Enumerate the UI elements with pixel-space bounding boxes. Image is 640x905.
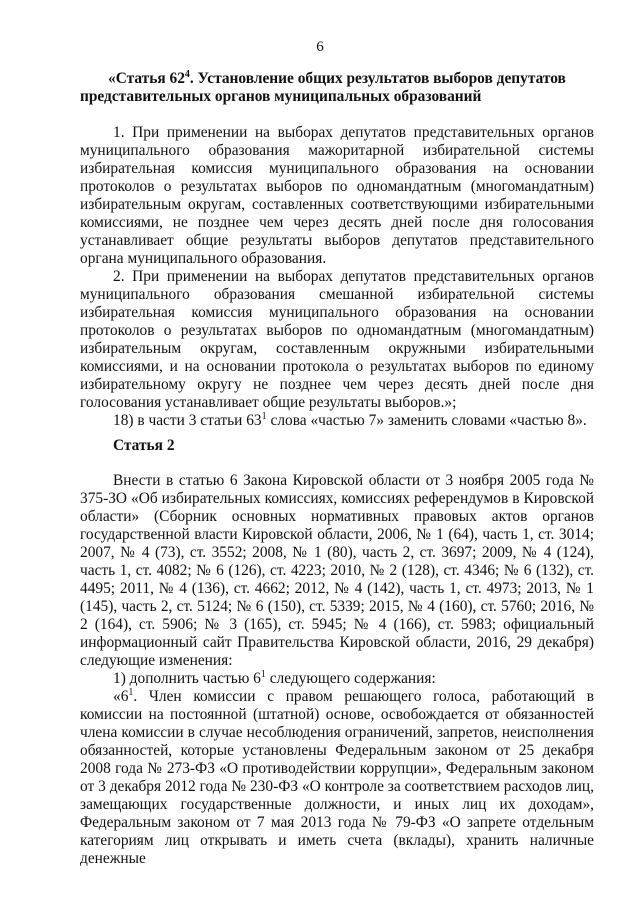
article-2-intro: Внести в статью 6 Закона Кировской области от 3 ноября 2005 года № 375-ЗО «Об избирательных комиссиях, комиссиях референдумов в Кировской области» (Сборник основных нормативных правовых актов органов государственной власти Кировской области, 2006, № 1 (64), часть 1, ст. 3014; 2007, № 4 (73), ст. 3552; 2008, № 1 (80), часть 2, ст. 3697; 2009, № 4 (124), часть 1, ст. 4082; № 6 (126), ст. 4223; 2010, № 2 (128), ст. 4346; № 6 (132), ст. 4495; 2011, № 4 (136), ст. 4662; 2012, № 4 (142), часть 1, ст. 4973; 2013, № 1 (145), часть 2, ст. 5124; № 6 (150), ст. 5339; 2015, № 4 (160), ст. 5760; 2016, № 2 (164), ст. 5906; № 3 (165), ст. 5945; № 4 (166), ст. 5983; официальный информационный сайт Правительства Кировской области, 2016, 29 декабря) следующие изменения: <box>80 472 594 669</box>
article-2-item-1 <box>80 670 594 688</box>
item-18-prefix: 18) в части 3 статьи 63 <box>113 412 262 429</box>
heading-superscript: 4 <box>184 68 190 80</box>
quote-prefix: «6 <box>113 688 129 705</box>
page-number: 6 <box>316 39 324 55</box>
item-1-prefix: 1) дополнить частью 6 <box>113 670 261 687</box>
item-18-superscript: 1 <box>261 410 267 422</box>
item-18-text: слова «частью 7» заменить словами «частью 8». <box>266 412 587 429</box>
paragraph-1: 1. При применении на выборах депутатов представительных органов муниципального образования мажоритарной избирательной системы избирательная комиссия муниципального образования на основании протоколов о результатах выборов по одномандатным (многомандатным) избирательным округам, составленных соответствующими избирательными комиссиями, не позднее чем через десять дней после дня голосования устанавливает общие результаты выборов депутатов представительного органа муниципального образования. <box>80 124 594 267</box>
paragraph-2: 2. При применении на выборах депутатов представительных органов муниципального образования смешанной избирательной системы избирательная комиссия муниципального образования на основании протоколов о результатах выборов по одномандатным (многомандатным) избирательным округам, составленным окружными избирательными комиссиями, и на основании протокола о результатах выборов по единому избирательному округу не позднее чем через десять дней после дня голосования устанавливает общие результаты выборов.»; <box>80 268 594 411</box>
article-2-body <box>80 472 594 868</box>
item-1-text: следующего содержания: <box>265 670 436 687</box>
heading-title: . Установление общих результатов выборов депутатов представительных органов муниципальных образований <box>80 70 566 105</box>
article-62-4-body <box>80 124 594 430</box>
article-2-quote <box>80 688 594 868</box>
quote-text: . Член комиссии с правом решающего голоса, работающий в комиссии на постоянной (штатной) основе, освобождается от обязанностей члена комиссии в случае несоблюдения ограничений, запретов, неисполнения обязанностей, которые установлены Федеральным законом от 25 декабря 2008 года № 273-ФЗ «О противодействии коррупции», Федеральным законом от 3 декабря 2012 года № 230-ФЗ «О контроле за соответствием расходов лиц, замещающих государственные должности, и иных лиц их доходам», Федеральным законом от 7 мая 2013 года № 79-ФЗ «О запрете отдельным категориям лиц открывать и иметь счета (вклады), хранить наличные денежные <box>80 688 594 867</box>
quote-superscript: 1 <box>128 686 134 698</box>
heading-prefix: «Статья 62 <box>108 70 185 87</box>
article-2-heading: Статья 2 <box>113 437 175 454</box>
item-18 <box>80 412 594 430</box>
article-62-4-heading <box>80 70 594 106</box>
item-1-superscript: 1 <box>260 668 266 680</box>
